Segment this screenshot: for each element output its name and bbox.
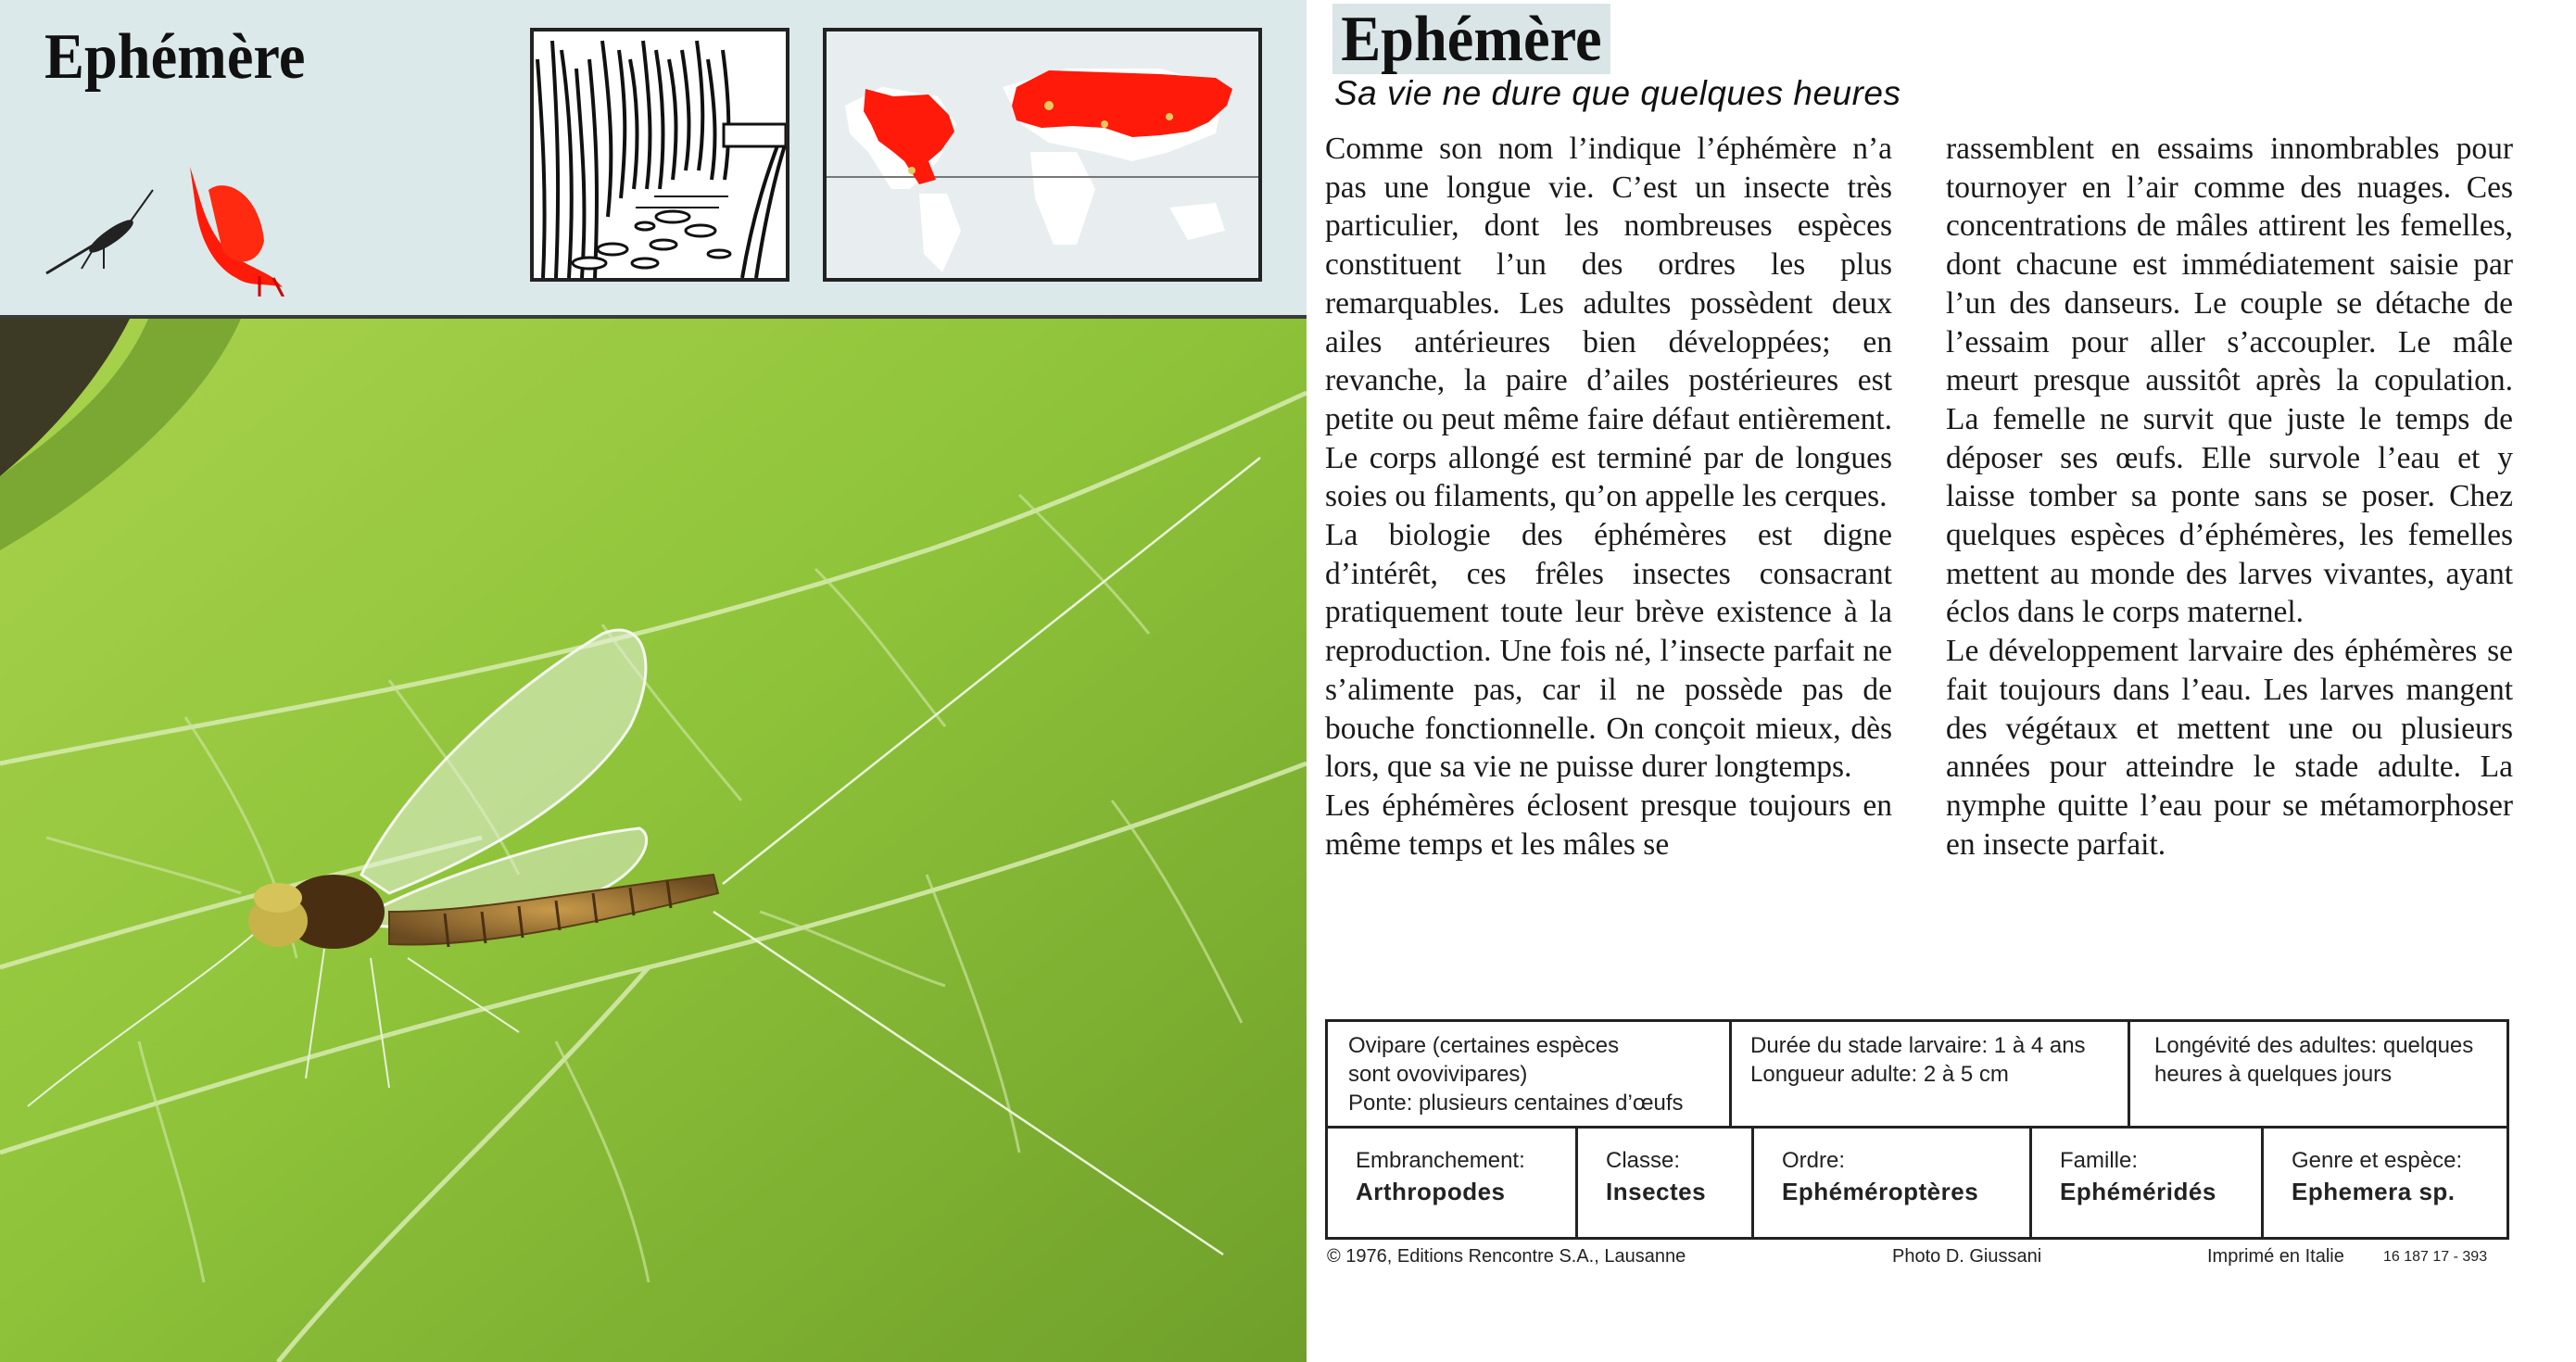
facts-table [1325, 1019, 2509, 1240]
taxon-classe [1578, 1126, 1754, 1237]
taxon-value: Arthropodes [1356, 1178, 1506, 1205]
taxon-label: Embranchement: [1356, 1148, 1525, 1173]
fact-longevity [2130, 1022, 2507, 1126]
paragraph: Comme son nom l’indique l’éphémère n’a pas une longue vie. C’est un insecte très particulier, dont les nombreuses espèces constituent l’un des ordres les plus remarquables. Les adultes possèdent deux ailes antérieures bien développées; en revanche, la paire d’ailes postérieures est petite ou peut même faire défaut entièrement. Le corps allongé est terminé par de longues soies ou filaments, qu’on appelle les cerques. [1325, 132, 1892, 514]
taxon-ordre [1754, 1126, 2032, 1237]
paragraph: rassemblent en essaims innombrables pour tournoyer en l’air comme des nuages. Ces concentrations de mâles attirent les femelles, dont chacune est immédiatement saisie par l’un des danseurs. Le couple se détache de l’essaim pour aller s’accoupler. Le mâle meurt presque aussitôt après la copulation. La femelle ne survit que juste le temps de déposer ses œufs. Elle survole l’eau et y laisse tomber sa ponte sans se poser. Chez quelques espèces d’éphémères, les femelles mettent au monde des larves vivantes, ayant éclos dans le corps maternel. [1946, 132, 2513, 630]
taxon-value: Ephéméroptères [1782, 1178, 1979, 1205]
fact-reproduction [1328, 1022, 1732, 1126]
copyright: © 1976, Editions Rencontre S.A., Lausanne [1327, 1246, 1686, 1267]
insect-icons [37, 158, 315, 296]
fact-line: Longévité des adultes: quelques [2154, 1033, 2474, 1058]
world-distribution-map [827, 32, 1258, 278]
mayfly-silhouette-icon [46, 190, 153, 273]
fact-larval [1732, 1022, 2130, 1126]
taxon-value: Ephéméridés [2060, 1178, 2216, 1205]
printed-in: Imprimé en Italie [2207, 1246, 2344, 1267]
taxon-value: Ephemera sp. [2292, 1178, 2456, 1205]
mayfly-photo [0, 319, 1307, 1362]
fact-line: Ponte: plusieurs centaines d’œufs [1348, 1091, 1684, 1116]
taxon-famille [2032, 1126, 2264, 1237]
front-title: Ephémère [44, 21, 306, 93]
fact-line: heures à quelques jours [2154, 1062, 2393, 1087]
taxon-embranchement [1328, 1126, 1578, 1237]
photo-credit: Photo D. Giussani [1892, 1246, 2042, 1267]
mayfly-red-icon [190, 167, 285, 296]
taxon-label: Ordre: [1782, 1148, 1846, 1173]
taxon-genre [2264, 1126, 2507, 1237]
fact-line: Durée du stade larvaire: 1 à 4 ans [1750, 1033, 2086, 1058]
taxon-label: Famille: [2060, 1148, 2139, 1173]
fact-line: sont ovovivipares) [1348, 1062, 1528, 1087]
paragraph: La biologie des éphémères est digne d’intérêt, ces frêles insectes consacrant pratiquement toute leur brève existence à la reproduction. Une fois né, l’insecte parfait ne s’alimente pas, car il ne possède pas de bouche fonctionnelle. On conçoit mieux, dès lors, que sa vie ne puisse durer longtemps. [1325, 518, 1892, 785]
text-column-2 [1946, 130, 2513, 864]
distribution-map [823, 28, 1262, 282]
back-card [1316, 0, 2576, 1362]
fact-line: Ovipare (certaines espèces [1348, 1033, 1620, 1058]
taxon-label: Classe: [1606, 1148, 1681, 1173]
taxon-value: Insectes [1606, 1178, 1707, 1205]
facts-row-biology [1328, 1022, 2507, 1129]
taxon-label: Genre et espèce: [2292, 1148, 2463, 1173]
fact-line: Longueur adulte: 2 à 5 cm [1750, 1062, 2009, 1087]
paragraph: Les éphémères éclosent presque toujours en même temps et les mâles se [1325, 788, 1892, 862]
habitat-illustration [530, 28, 789, 282]
front-header [0, 0, 1307, 319]
back-subtitle: Sa vie ne dure que quelques heures [1334, 74, 1901, 112]
card-code: 16 187 17 - 393 [2383, 1249, 2488, 1265]
paragraph: Le développement larvaire des éphémères se fait toujours dans l’eau. Les larves mangent des végétaux et mettent une ou plusieurs années pour atteindre le stade adulte. La nymphe quitte l’eau pour se métamorphoser en insecte parfait. [1946, 634, 2513, 862]
facts-row-taxonomy [1328, 1126, 2507, 1237]
back-title: Ephémère [1332, 4, 1610, 74]
text-column-1 [1325, 130, 1892, 864]
